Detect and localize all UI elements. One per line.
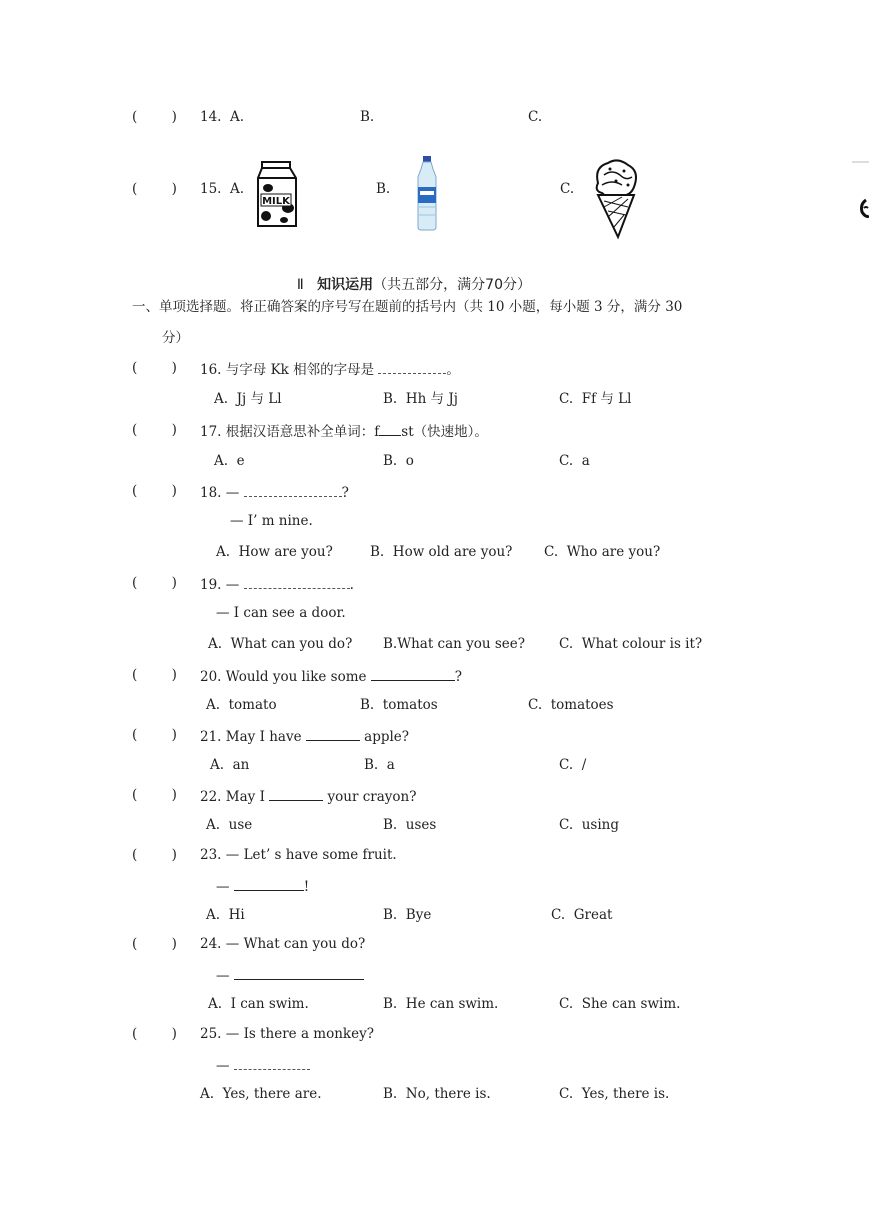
question-stem (200, 666, 462, 686)
reply-dash: — (216, 968, 234, 984)
question-stem (200, 786, 416, 806)
question-number: 25. (200, 1026, 222, 1042)
answer-blank[interactable] (371, 666, 455, 681)
dialogue-reply: — I’ m nine. (230, 513, 313, 529)
milk-carton-icon (254, 160, 300, 230)
stem-text: 与字母 Kk 相邻的字母是 (225, 362, 379, 378)
stem-text-end: ? (341, 485, 349, 501)
option-a[interactable]: A. Hi (206, 907, 245, 923)
option-c[interactable]: C. Ff 与 Ll (559, 391, 632, 407)
answer-bracket[interactable]: ( ) (132, 727, 177, 743)
question-stem (200, 726, 409, 746)
answer-blank[interactable] (378, 359, 446, 374)
question-number: 17. (200, 424, 222, 440)
dialogue-reply (216, 876, 309, 896)
option-b[interactable]: B. o (383, 453, 414, 469)
answer-bracket[interactable]: ( ) (132, 575, 177, 591)
question-stem (200, 1025, 374, 1043)
option-c[interactable]: C. using (559, 817, 619, 833)
stem-text-end: st（快速地）。 (401, 424, 488, 440)
question-stem (200, 574, 354, 594)
answer-blank[interactable] (269, 786, 323, 801)
question-number: 16. (200, 362, 222, 378)
stem-text: — (225, 577, 244, 593)
option-b-label: B. (376, 181, 391, 197)
dialogue-reply (216, 965, 364, 985)
part-score-note: （共五部分，满分70分） (373, 277, 531, 293)
question-number: 18. (200, 485, 222, 501)
option-a[interactable]: A. e (214, 453, 245, 469)
option-a[interactable]: A. tomato (206, 697, 277, 713)
option-b[interactable]: B. No, there is. (383, 1086, 491, 1102)
answer-bracket[interactable]: ( ) (132, 360, 177, 376)
cropped-picture-icon (852, 160, 869, 230)
stem-text: — Let’ s have some fruit. (225, 847, 397, 863)
answer-bracket[interactable]: ( ) (132, 936, 177, 952)
option-c[interactable]: C. What colour is it? (559, 636, 703, 652)
milk-label: MILK (262, 196, 290, 207)
option-a[interactable]: A. I can swim. (208, 996, 309, 1012)
option-c[interactable]: C. She can swim. (559, 996, 681, 1012)
option-c[interactable]: C. a (559, 453, 590, 469)
stem-text-end: . (349, 577, 354, 593)
answer-blank[interactable] (234, 876, 304, 891)
reply-dash: — (216, 1058, 234, 1074)
option-c-label: C. (560, 181, 575, 197)
option-a[interactable]: A. How are you? (216, 544, 333, 560)
question-number: 19. (200, 577, 222, 593)
stem-text-end: apple? (359, 729, 410, 745)
answer-bracket[interactable]: ( ) (132, 181, 177, 197)
option-b-label: B. (360, 109, 375, 125)
reply-end: ! (303, 879, 310, 895)
dialogue-reply (216, 1055, 310, 1075)
question-stem (200, 359, 460, 379)
option-a[interactable]: A. an (210, 757, 250, 773)
stem-text: — (225, 485, 244, 501)
option-b[interactable]: B. He can swim. (383, 996, 499, 1012)
stem-text-end: ? (454, 669, 463, 685)
question-number: 14. (200, 109, 222, 125)
question-number: 15. (200, 181, 222, 197)
stem-text: May I have (225, 729, 306, 745)
option-b[interactable]: B. uses (383, 817, 437, 833)
section-instructions: 一、单项选择题。将正确答案的序号写在题前的括号内（共 10 小题，每小题 3 分，满分 30 (132, 299, 683, 315)
stem-text: May I (225, 789, 270, 805)
option-c[interactable]: C. tomatoes (528, 697, 614, 713)
option-c-label: C. (528, 109, 543, 125)
answer-blank[interactable] (379, 421, 401, 436)
option-a-label: A. (230, 181, 245, 197)
option-b[interactable]: B. a (364, 757, 395, 773)
answer-bracket[interactable]: ( ) (132, 787, 177, 803)
option-a[interactable]: A. Jj 与 Ll (214, 391, 282, 407)
stem-text: — What can you do? (225, 936, 366, 952)
stem-text: 根据汉语意思补全单词：f (225, 424, 380, 440)
answer-bracket[interactable]: ( ) (132, 483, 177, 499)
reply-dash: — (216, 879, 234, 895)
question-stem (200, 482, 349, 502)
ice-cream-cone-icon (588, 157, 644, 241)
answer-bracket[interactable]: ( ) (132, 1026, 177, 1042)
question-stem (200, 846, 397, 864)
stem-text: — Is there a monkey? (225, 1026, 374, 1042)
question-number: 24. (200, 936, 222, 952)
stem-text-end: 。 (446, 362, 460, 378)
option-b[interactable]: B. tomatos (360, 697, 438, 713)
answer-bracket[interactable]: ( ) (132, 422, 177, 438)
answer-bracket[interactable]: ( ) (132, 109, 177, 125)
stem-text: Would you like some (225, 669, 371, 685)
part-title-text: 知识运用 (317, 277, 374, 293)
stem-text-end: your crayon? (323, 789, 417, 805)
question-number: 21. (200, 729, 222, 745)
option-b[interactable]: B.What can you see? (383, 636, 526, 652)
question-number: 20. (200, 669, 222, 685)
dialogue-reply: — I can see a door. (216, 605, 346, 621)
option-a[interactable]: A. Yes, there are. (200, 1086, 322, 1102)
option-c[interactable]: C. / (559, 757, 587, 773)
question-number: 22. (200, 789, 222, 805)
answer-blank[interactable] (306, 726, 360, 741)
part-roman-numeral: Ⅱ (296, 277, 304, 293)
question-number: 23. (200, 847, 222, 863)
question-stem (200, 935, 365, 953)
section-instructions-cont: 分） (162, 330, 189, 346)
option-b[interactable]: B. Bye (383, 907, 432, 923)
answer-bracket[interactable]: ( ) (132, 667, 177, 683)
answer-blank[interactable] (244, 482, 342, 497)
answer-blank[interactable] (234, 965, 364, 980)
question-stem (200, 421, 488, 441)
part-title (288, 258, 531, 294)
option-b[interactable]: B. How old are you? (370, 544, 513, 560)
answer-blank[interactable] (244, 574, 350, 589)
answer-bracket[interactable]: ( ) (132, 847, 177, 863)
water-bottle-icon (414, 155, 440, 231)
option-a[interactable]: A. use (206, 817, 253, 833)
option-c[interactable]: C. Yes, there is. (559, 1086, 670, 1102)
option-b[interactable]: B. Hh 与 Jj (383, 391, 458, 407)
option-a-label: A. (230, 109, 245, 125)
option-a[interactable]: A. What can you do? (208, 636, 353, 652)
option-c[interactable]: C. Great (551, 907, 613, 923)
answer-blank[interactable] (234, 1055, 310, 1070)
option-c[interactable]: C. Who are you? (544, 544, 661, 560)
